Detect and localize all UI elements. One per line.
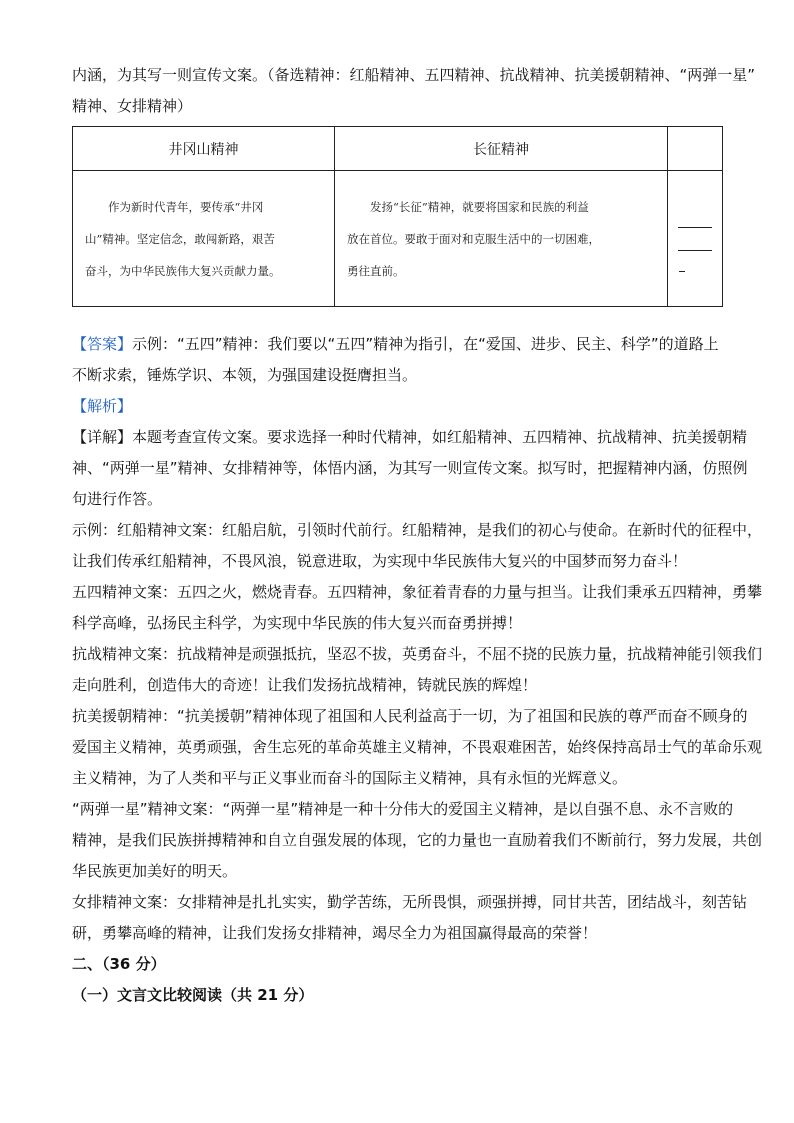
- analysis-line: 神、“两弹一星”精神、女排精神等，体悟内涵，为其写一则宣传文案。拟写时，把握精神内涵，仿照例: [72, 459, 748, 477]
- section-heading: 二、（36 分）: [72, 955, 166, 973]
- analysis-line: 华民族更加美好的明天。: [72, 862, 238, 880]
- cell-line: 作为新时代青年，要传承“井冈: [108, 199, 264, 214]
- analysis-line: 爱国主义精神，英勇顽强，舍生忘死的革命英雄主义精神，不畏艰难困苦，始终保持高昂士气的革命乐观: [72, 738, 763, 756]
- header-changzheng: 长征精神: [335, 127, 668, 171]
- analysis-line: 研，勇攀高峰的精神，让我们发扬女排精神，竭尽全力为祖国赢得最高的荣誉！: [72, 924, 598, 942]
- example-table: [72, 126, 723, 307]
- table-header-row: [73, 127, 723, 171]
- analysis-line: 示例：红船精神文案：红船启航，引领时代前行。红船精神，是我们的初心与使命。在新时代的征程中，: [72, 521, 763, 539]
- blank-line: [678, 205, 712, 228]
- analysis-line: 抗美援朝精神：“抗美援朝”精神体现了祖国和人民利益高于一切，为了祖国和民族的尊严而奋不顾身的: [72, 707, 748, 725]
- analysis-line: 走向胜利，创造伟大的奇迹！让我们发扬抗战精神，铸就民族的辉煌！: [72, 676, 538, 694]
- header-blank: [668, 127, 723, 171]
- detail-text: 本题考查宣传文案。要求选择一种时代精神，如红船精神、五四精神、抗战精神、抗美援朝精: [132, 428, 748, 446]
- header-jinggangshan: 井冈山精神: [73, 127, 335, 171]
- analysis-line: 句进行作答。: [72, 490, 163, 508]
- cell-line: 山”精神。坚定信念，敢闯新路，艰苦: [85, 231, 275, 246]
- answer-line: [72, 329, 732, 360]
- answer-line: 不断求索，锤炼学识、本领，为强国建设挺膺担当。: [72, 366, 418, 384]
- analysis-line: 精神，是我们民族拼搏精神和自立自强发展的体现，它的力量也一直励着我们不断前行，努力发展，共创: [72, 831, 763, 849]
- analysis-line: 抗战精神文案：抗战精神是顽强抵抗，坚忍不拔，英勇奋斗，不屈不挠的民族力量，抗战精神能引领我们: [72, 645, 763, 663]
- blank-line: [678, 228, 712, 251]
- analysis-line: 女排精神文案：女排精神是扎扎实实，勤学苦练，无所畏惧，顽强拼搏，同甘共苦，团结战斗，刻苦钻: [72, 893, 748, 911]
- intro-line: 精神、女排精神）: [72, 97, 193, 115]
- cell-line: 发扬“长征”精神，就要将国家和民族的利益: [370, 199, 589, 214]
- detail-tag: 【详解】: [72, 428, 133, 446]
- analysis-line: [72, 422, 748, 453]
- analysis-line: 五四精神文案：五四之火，燃烧青春。五四精神，象征着青春的力量与担当。让我们秉承五四精神，勇攀: [72, 583, 763, 601]
- subsection-heading: （一）文言文比较阅读（共 21 分）: [72, 986, 314, 1004]
- cell-changzheng: [335, 171, 668, 307]
- analysis-tag: 【解析】: [72, 397, 133, 415]
- question-intro: [72, 60, 756, 122]
- document-page: [72, 60, 763, 1011]
- analysis-section: [72, 391, 763, 949]
- answer-text: 示例：“五四”精神：我们要以“五四”精神为指引，在“爱国、进步、民主、科学”的道路上: [132, 335, 719, 353]
- answer-tag: 【答案】: [72, 335, 133, 353]
- answer-section: [72, 329, 732, 391]
- blank-line: [679, 257, 685, 272]
- cell-line: 勇往直前。: [347, 263, 405, 278]
- intro-line: 内涵，为其写一则宣传文案。（备选精神：红船精神、五四精神、抗战精神、抗美援朝精神、“两弹一星”: [72, 66, 756, 84]
- answer-blank-cell[interactable]: [668, 171, 723, 307]
- cell-jinggangshan: [73, 171, 335, 307]
- analysis-line: 科学高峰，弘扬民主科学，为实现中华民族的伟大复兴而奋勇拼搏！: [72, 614, 523, 632]
- cell-line: 奋斗，为中华民族伟大复兴贡献力量。: [85, 263, 281, 278]
- analysis-line: 主义精神，为了人类和平与正义事业而奋斗的国际主义精神，具有永恒的光辉意义。: [72, 769, 628, 787]
- cell-line: 放在首位。要敢于面对和克服生活中的一切困难，: [347, 231, 600, 246]
- analysis-line: “两弹一星”精神文案：“两弹一星”精神是一种十分伟大的爱国主义精神，是以自强不息、永不言败的: [72, 800, 734, 818]
- table-body-row: [73, 171, 723, 307]
- analysis-line: 让我们传承红船精神，不畏风浪，锐意进取，为实现中华民族伟大复兴的中国梦而努力奋斗！: [72, 552, 688, 570]
